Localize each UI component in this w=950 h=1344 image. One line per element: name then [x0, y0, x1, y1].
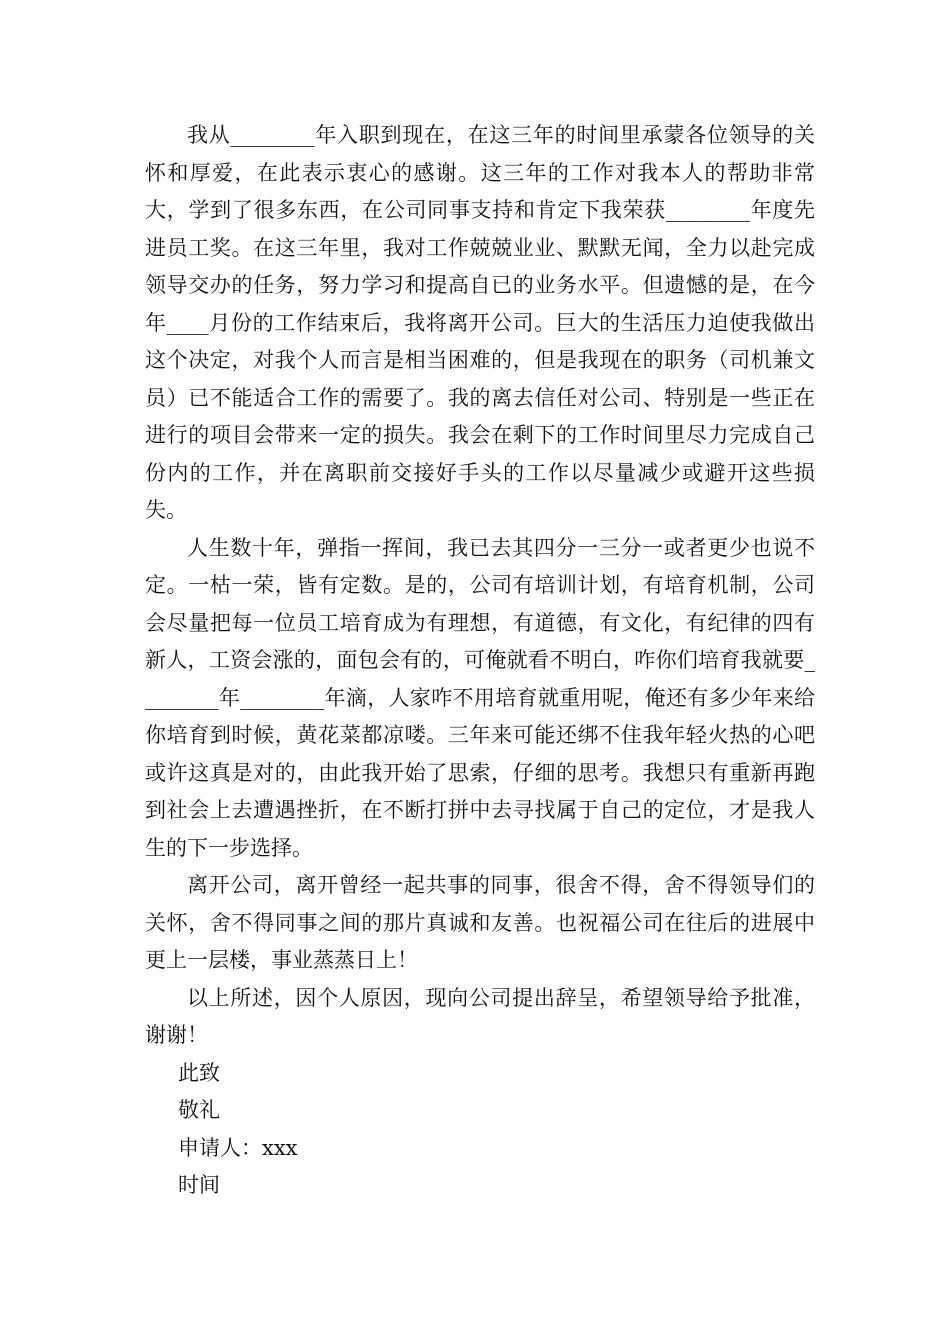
date-line: 时间 [178, 1173, 220, 1197]
paragraph-intro: 我从________年入职到现在，在这三年的时间里承蒙各位领导的关怀和厚爱，在此表示衷心的感谢。这三年的工作对我本人的帮助非常大，学到了很多东西，在公司同事支持和肯定下我荣获________年度先进员工奖。在这三年里，我对工作兢兢业业、默默无闻，全力以赴完成领导交办的任务，努力学习和提高自已的业务水平。但遗憾的是，在今年____月份的工作结束后，我将离开公司。巨大的生活压力迫使我做出这个决定，对我个人而言是相当困难的，但是我现在的职务（司机兼文员）已不能适合工作的需要了。我的离去信任对公司、特别是一些正在进行的项目会带来一定的损失。我会在剩下的工作时间里尽力完成自己份内的工作，并在离职前交接好手头的工作以尽量减少或避开这些损失。 [145, 123, 815, 522]
closing-regards: 敬礼 [178, 1098, 220, 1122]
closing-salutation: 此致 [178, 1060, 220, 1085]
paragraph-farewell: 离开公司，离开曾经一起共事的同事，很舍不得，舍不得领导们的关怀，舍不得同事之间的那片真诚和友善。也祝福公司在往后的进展中更上一层楼，事业蒸蒸日上！ [145, 873, 815, 972]
applicant-signature: 申请人：xxx [178, 1135, 298, 1160]
letter-body [145, 117, 815, 1205]
paragraph-reflection: 人生数十年，弹指一挥间，我已去其四分一三分一或者更少也说不定。一枯一荣，皆有定数。是的，公司有培训计划，有培育机制，公司会尽量把每一位员工培育成为有理想，有道德，有文化，有纪律的四有新人，工资会涨的，面包会有的，可俺就看不明白，咋你们培育我就要________年________年滴，人家咋不用培育就重用呢，俺还有多少年来给你培育到时候，黄花菜都凉喽。三年来可能还绑不住我年轻火热的心吧或许这真是对的，由此我开始了思索，仔细的思考。我想只有重新再跑到社会上去遭遇挫折，在不断打拼中去寻找属于自己的定位，才是我人生的下一步选择。 [145, 535, 815, 860]
paragraph-request: 以上所述，因个人原因，现向公司提出辞呈，希望领导给予批准，谢谢！ [145, 985, 815, 1047]
